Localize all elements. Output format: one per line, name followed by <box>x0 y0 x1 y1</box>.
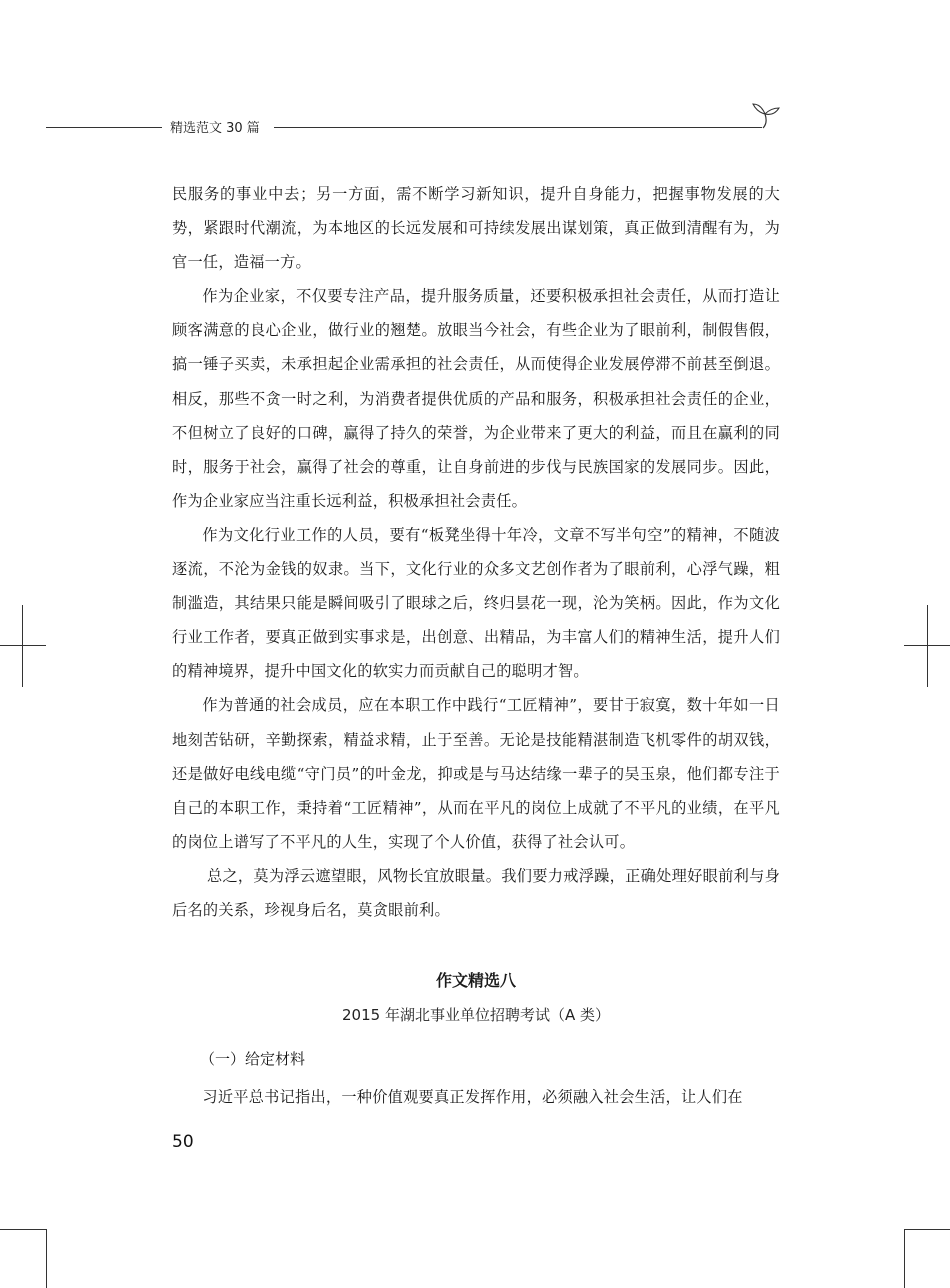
section-body <box>172 1080 780 1114</box>
paragraph: 民服务的事业中去；另一方面，需不断学习新知识，提升自身能力，把握事物发展的大势，紧跟时代潮流，为本地区的长远发展和可持续发展出谋划策，真正做到清醒有为，为官一任，造福一方。 <box>172 185 780 272</box>
page-number: 50 <box>172 1132 194 1152</box>
crop-mark-bottom-left-h <box>0 1229 46 1230</box>
article-body <box>172 177 780 927</box>
registration-mark-right-v <box>927 605 928 687</box>
crop-mark-bottom-right-v <box>904 1229 905 1288</box>
header-rule-left <box>46 127 162 128</box>
registration-mark-left-h <box>0 645 46 646</box>
paragraph: 作为文化行业工作的人员，要有“板凳坐得十年冷，文章不写半句空”的精神，不随波逐流，不沦为金钱的奴隶。当下，文化行业的众多文艺创作者为了眼前利，心浮气躁，粗制滥造，其结果只能是瞬间吸引了眼球之后，终归昙花一现，沦为笑柄。因此，作为文化行业工作者，要真正做到实事求是，出创意、出精品，为丰富人们的精神生活，提升人们的精神境界，提升中国文化的软实力而贡献自己的聪明才智。 <box>172 525 780 681</box>
paragraph: 作为企业家，不仅要专注产品，提升服务质量，还要积极承担社会责任，从而打造让顾客满意的良心企业，做行业的翘楚。放眼当今社会，有些企业为了眼前利，制假售假，搞一锤子买卖，未承担起企业需承担的社会责任，从而使得企业发展停滞不前甚至倒退。相反，那些不贪一时之利，为消费者提供优质的产品和服务，积极承担社会责任的企业，不但树立了良好的口碑，赢得了持久的荣誉，为企业带来了更大的利益，而且在赢利的同时，服务于社会，赢得了社会的尊重，让自身前进的步伐与民族国家的发展同步。因此，作为企业家应当注重长远利益，积极承担社会责任。 <box>172 287 780 510</box>
header-title: 精选范文 30 篇 <box>170 121 260 136</box>
paragraph: 习近平总书记指出，一种价值观要真正发挥作用，必须融入社会生活，让人们在 <box>202 1088 743 1106</box>
header-rule-right <box>274 127 762 128</box>
paragraph: 总之，莫为浮云遮望眼，风物长宜放眼量。我们要力戒浮躁，正确处理好眼前利与身后名的关系，珍视身后名，莫贪眼前利。 <box>172 866 780 919</box>
running-header <box>46 114 780 142</box>
paragraph: 作为普通的社会成员，应在本职工作中践行“工匠精神”，要甘于寂寞，数十年如一日地刻苦钻研，辛勤探索，精益求精，止于至善。无论是技能精湛制造飞机零件的胡双钱，还是做好电线电缆“守门员”的叶金龙，抑或是与马达结缘一辈子的吴玉泉，他们都专注于自己的本职工作，秉持着“工匠精神”，从而在平凡的岗位上成就了不平凡的业绩，在平凡的岗位上谱写了不平凡的人生，实现了个人价值，获得了社会认可。 <box>172 696 780 851</box>
material-heading: （一）给定材料 <box>200 1050 306 1068</box>
crop-mark-bottom-right-h <box>904 1229 950 1230</box>
registration-mark-left-v <box>22 605 23 687</box>
section-title: 作文精选八 <box>435 971 516 990</box>
sprout-icon <box>749 98 781 132</box>
crop-mark-bottom-left-v <box>46 1229 47 1288</box>
section-subtitle: 2015 年湖北事业单位招聘考试（A 类） <box>342 1006 610 1024</box>
